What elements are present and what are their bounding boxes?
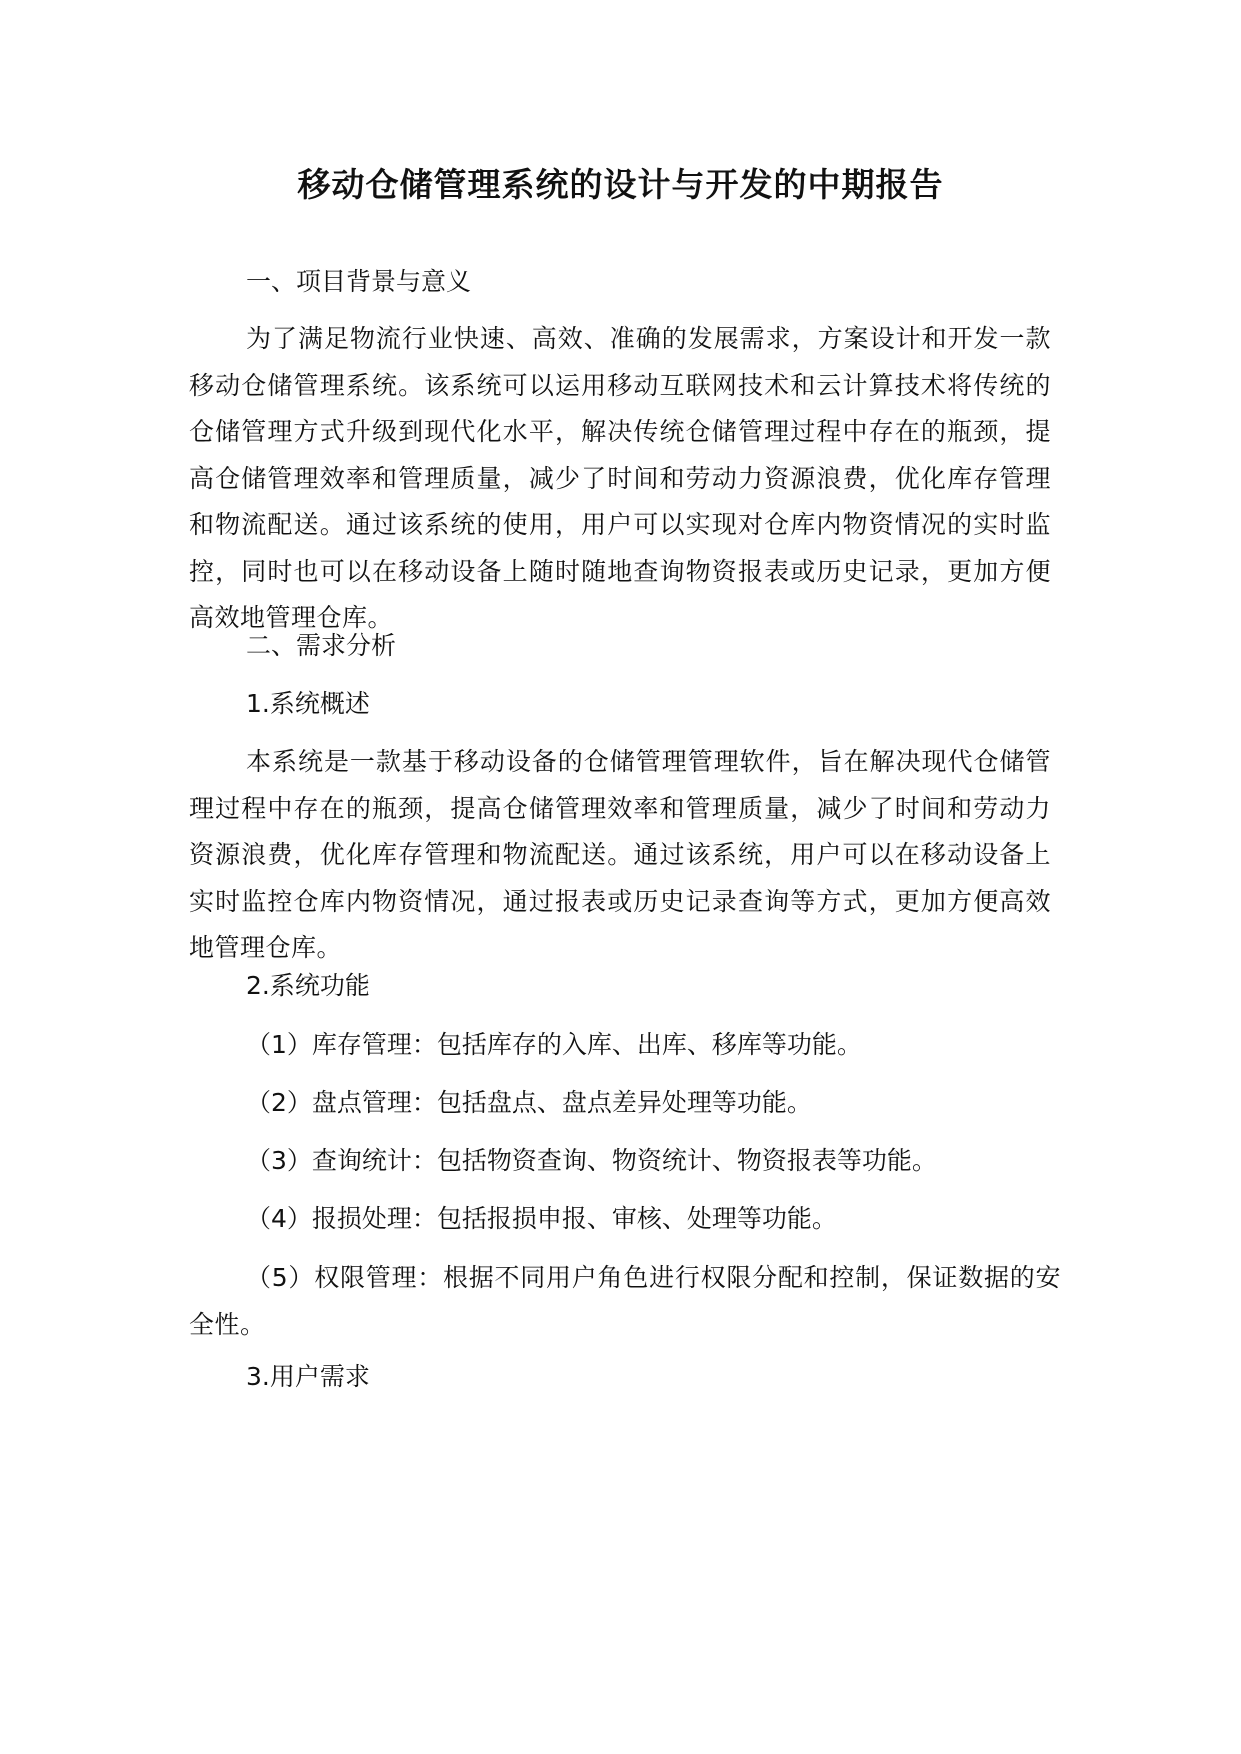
section-2-heading: 二、需求分析 bbox=[246, 631, 397, 660]
document-title: 移动仓储管理系统的设计与开发的中期报告 bbox=[297, 165, 944, 204]
function-item-3: （3）查询统计：包括物资查询、物资统计、物资报表等功能。 bbox=[246, 1146, 937, 1175]
function-item-4: （4）报损处理：包括报损申报、审核、处理等功能。 bbox=[246, 1204, 837, 1233]
section-1-paragraph: 为了满足物流行业快速、高效、准确的发展需求，方案设计和开发一款移动仓储管理系统。该系统可以运用移动互联网技术和云计算技术将传统的仓储管理方式升级到现代化水平，解决传统仓储管理过程中存在的瓶颈，提高仓储管理效率和管理质量，减少了时间和劳动力资源浪费，优化库存管理和物流配送。通过该系统的使用，用户可以实现对仓库内物资情况的实时监控，同时也可以在移动设备上随时随地查询物资报表或历史记录，更加方便高效地管理仓库。 bbox=[189, 324, 1051, 632]
function-item-2: （2）盘点管理：包括盘点、盘点差异处理等功能。 bbox=[246, 1088, 812, 1117]
subsection-3-heading: 3.用户需求 bbox=[246, 1362, 370, 1391]
subsection-2-heading: 2.系统功能 bbox=[246, 971, 370, 1000]
function-item-1: （1）库存管理：包括库存的入库、出库、移库等功能。 bbox=[246, 1030, 862, 1059]
subsection-1-paragraph: 本系统是一款基于移动设备的仓储管理管理软件，旨在解决现代仓储管理过程中存在的瓶颈，提高仓储管理效率和管理质量，减少了时间和劳动力资源浪费，优化库存管理和物流配送。通过该系统，用户可以在移动设备上实时监控仓库内物资情况，通过报表或历史记录查询等方式，更加方便高效地管理仓库。 bbox=[189, 747, 1051, 962]
function-item-5: （5）权限管理：根据不同用户角色进行权限分配和控制，保证数据的安全性。 bbox=[189, 1263, 1061, 1339]
subsection-1-heading: 1.系统概述 bbox=[246, 689, 370, 718]
section-1-heading: 一、项目背景与意义 bbox=[246, 267, 472, 296]
